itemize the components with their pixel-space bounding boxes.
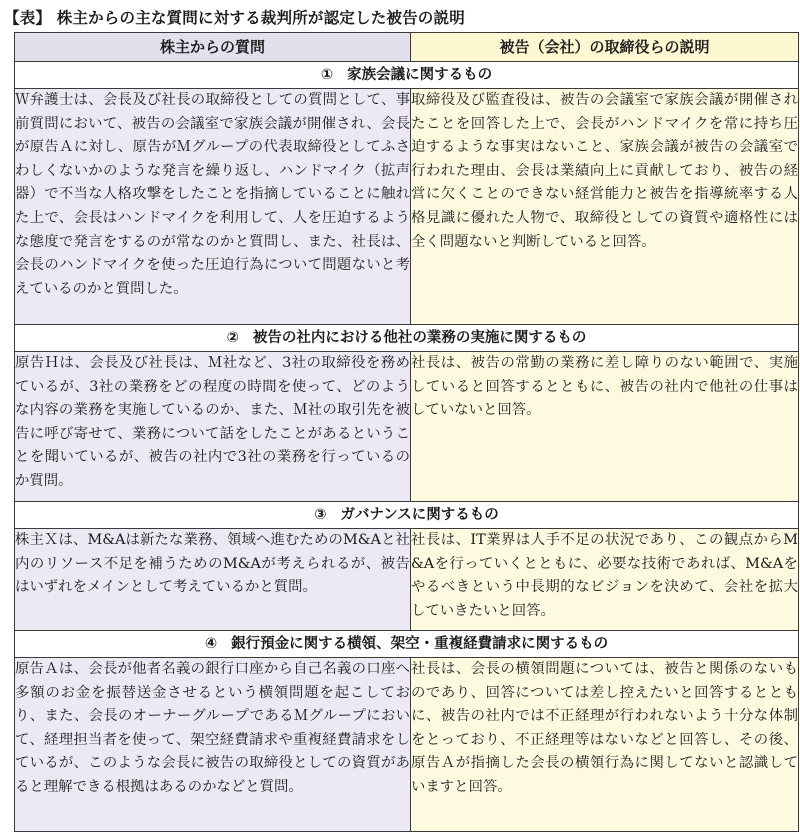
section-4-answer: 社長は、会長の横領問題については、被告と関係のないものであり、回答については差し控えたいと回答するとともに、被告の社内では不正経理が行われないよう十分な体制をとっており、不正経理等はないなどと回答し、その後、原告Ａが指摘した会長の横領行為に関してないと認識していますと回答。: [411, 658, 799, 832]
section-heading-row: [15, 631, 799, 658]
section-title: 銀行預金に関する横領、架空・重複経費請求に関するもの: [231, 636, 609, 652]
header-shareholder-questions: 株主からの質問: [15, 33, 411, 62]
section-4-heading: [15, 631, 799, 658]
header-row: [15, 33, 799, 62]
section-2-question: 原告Ｈは、会長及び社長は、Ｍ社など、3社の取締役を務めているが、3社の業務をどの程度の時間を使って、どのような内容の業務を実施しているのか、また、Ｍ社の取引先を被告に呼び寄せて、業務について話をしたことがあるということを聞いているが、被告の社内で3社の業務を行っているのか質問。: [15, 352, 411, 502]
section-3-answer: 社長は、IT業界は人手不足の状況であり、この観点からM&Aを行っていくとともに、必要な技術であれば、M&Aをやるべきという中長期的なビジョンを決めて、会社を拡大していきたいと回答。: [411, 529, 799, 631]
section-3-heading: [15, 502, 799, 529]
section-2-answer: 社長は、被告の常勤の業務に差し障りのない範囲で、実施していると回答するとともに、被告の社内で他社の仕事はしていないと回答。: [411, 352, 799, 502]
section-title: ガバナンスに関するもの: [340, 507, 499, 523]
section-number: ③: [314, 507, 327, 523]
section-3-row: [15, 529, 799, 631]
section-3-question: 株主Ｘは、M&Aは新たな業務、領域へ進むためのM&Aと社内のリソース不足を補うためのM&Aが考えられるが、被告はいずれをメインとして考えているかと質問。: [15, 529, 411, 631]
section-title: 家族会議に関するもの: [347, 67, 493, 83]
section-heading-row: [15, 502, 799, 529]
section-title: 被告の社内における他社の業務の実施に関するもの: [252, 330, 587, 346]
section-number: ②: [226, 330, 239, 346]
section-2-heading: [15, 325, 799, 352]
section-heading-row: [15, 325, 799, 352]
section-1-heading: [15, 62, 799, 89]
table-title: 【表】 株主からの主な質問に対する裁判所が認定した被告の説明: [4, 9, 465, 27]
section-number: ①: [320, 67, 334, 83]
section-1-question: Ｗ弁護士は、会長及び社長の取締役としての質問として、事前質問において、被告の会議室で家族会議が開催され、会長が原告Ａに対し、原告がＭグループの代表取締役としてふさわしくないかのような発言を繰り返し、ハンドマイク（拡声器）で不当な人格攻撃をしたことを指摘していることに触れた上で、会長はハンドマイクを利用して、人を圧迫するような態度で発言をするのが常なのかと質問し、また、社長は、会長のハンドマイクを使った圧迫行為について問題ないと考えているのかと質問した。: [15, 89, 411, 325]
qa-table: [14, 32, 799, 832]
section-heading-row: [15, 62, 799, 89]
section-4-row: [15, 658, 799, 832]
section-4-question: 原告Ａは、会長が他者名義の銀行口座から自己名義の口座へ多額のお金を振替送金させるという横領問題を起こしており、また、会長のオーナーグループであるＭグループにおいて、経理担当者を使って、架空経費請求や重複経費請求をしているが、このような会長に被告の取締役としての資質があると理解できる根拠はあるのかなどと質問。: [15, 658, 411, 832]
section-2-row: [15, 352, 799, 502]
header-director-explanations: 被告（会社）の取締役らの説明: [411, 33, 799, 62]
section-number: ④: [204, 636, 218, 652]
section-1-row: [15, 89, 799, 325]
section-1-answer: 取締役及び監査役は、被告の会議室で家族会議が開催されたことを回答した上で、会長がハンドマイクを常に持ち圧迫するような事実はないこと、家族会議が被告の会議室で行われた理由、会長は業績向上に貢献しており、被告の経営に欠くことのできない経営能力と被告を指導統率する人格見識に優れた人物で、取締役としての資質や適格性には全く問題ないと判断していると回答。: [411, 89, 799, 325]
